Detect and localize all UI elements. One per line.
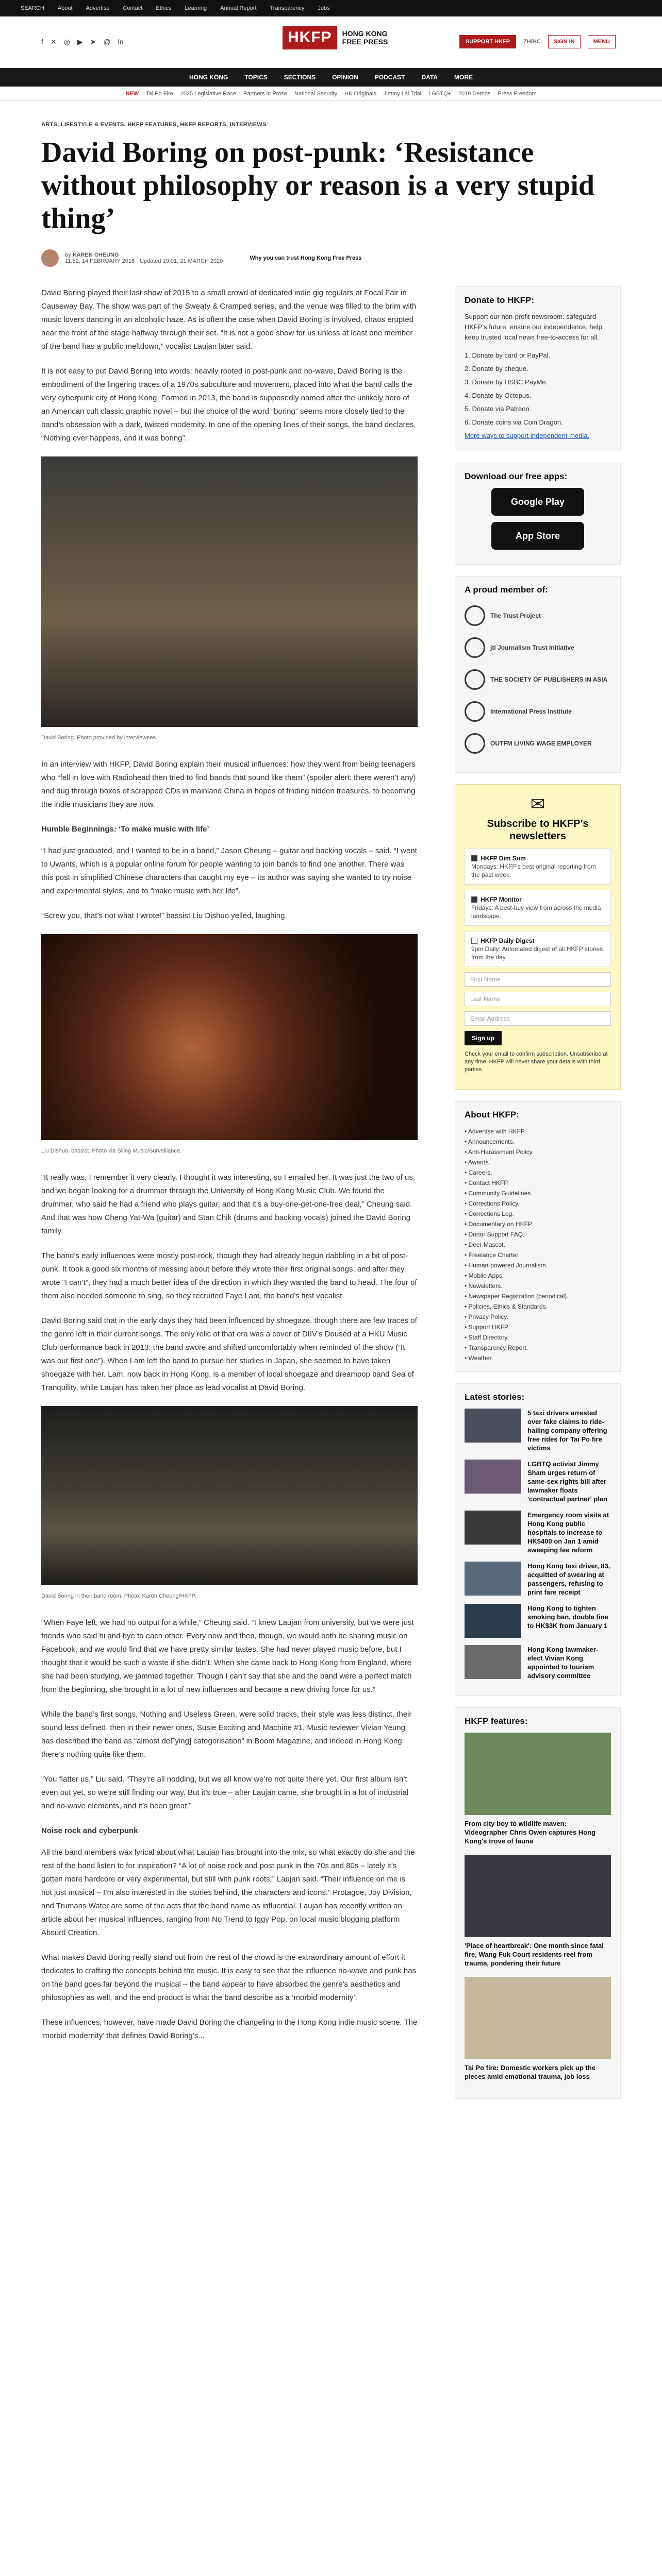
byline: by KAREN CHEUNG 11:52, 14 FEBRUARY 2018 · Updated 19:01, 21 MARCH 2020 Why you can trust Hong Kong Free Press <box>41 249 621 267</box>
topbar-advertise[interactable]: Advertise <box>86 5 110 11</box>
instagram-icon[interactable]: ◎ <box>63 38 70 46</box>
trending-item[interactable]: Jimmy Lai Trial <box>383 90 422 97</box>
author-avatar <box>41 249 59 267</box>
newsletter-option-dimsum[interactable]: HKFP Dim Sum Mondays: HKFP's best original reporting from the past week. <box>465 849 611 885</box>
latest-story[interactable] <box>465 1409 611 1452</box>
trending-item[interactable]: Partners in Prose <box>243 90 287 97</box>
about-link[interactable]: • Freelance Charter. <box>465 1250 611 1260</box>
about-link[interactable]: • Transparency Report. <box>465 1343 611 1353</box>
photo-caption: Liu Dishuo, bassist. Photo via Sliing Music/Surveillance. <box>41 1148 182 1154</box>
feature-image <box>465 1977 611 2059</box>
support-hkfp-button[interactable]: SUPPORT HKFP <box>459 35 516 48</box>
first-name-field[interactable]: First Name <box>465 972 611 987</box>
last-name-field[interactable]: Last Name <box>465 992 611 1006</box>
threads-icon[interactable]: @ <box>103 38 111 46</box>
logo-line1: HONG KONG <box>342 29 388 38</box>
about-link[interactable]: • Deer Mascot. <box>465 1240 611 1250</box>
about-link[interactable]: • Corrections Log. <box>465 1209 611 1219</box>
story-title: Hong Kong lawmaker-elect Vivian Kong appointed to tourism advisory committee <box>527 1646 599 1680</box>
trending-bar <box>0 87 662 101</box>
about-link[interactable]: • Newspaper Registration (periodical). <box>465 1291 611 1301</box>
bassist-photo <box>41 934 418 1140</box>
facebook-icon[interactable]: f <box>41 38 43 46</box>
jti-icon <box>465 637 485 658</box>
nav-topics[interactable]: TOPICS <box>244 74 268 81</box>
about-link[interactable]: • Advertise with HKFP. <box>465 1126 611 1137</box>
nav-data[interactable]: DATA <box>421 74 438 81</box>
topbar-contact[interactable]: Contact <box>123 5 143 11</box>
member-logo[interactable]: jti Journalism Trust Initiative <box>465 636 611 659</box>
feature-title: Tai Po fire: Domestic workers pick up the pieces amid emotional trauma, job loss <box>465 2064 596 2080</box>
newsletter-option-monitor[interactable]: HKFP Monitor Fridays: A best-buy view from across the media landscape. <box>465 890 611 926</box>
story-title: LGBTQ activist Jimmy Sham urges return of same-sex rights bill after lawmaker floats 'contractual partner' plan <box>527 1460 607 1503</box>
story-thumbnail <box>465 1645 521 1679</box>
updated-date: Updated 19:01, 21 MARCH 2020 <box>139 258 223 264</box>
member-logo[interactable]: International Press Institute <box>465 700 611 723</box>
members-title: A proud member of: <box>465 585 548 595</box>
paragraph: “It really was, I remember it very clearly. I thought it was interesting, so I emailed her. It was just the two of us, and we began looking for a drummer through the University of Hong Kong Music Club. We found the drummer, who said he had a friend who plays guitar, and that it’s a buy-one-get-one-free deal,” Cheung said. And that was how Cheng Yat-Wa (guitar) and Stan Chik (drums and backing vocals) joined the David Boring family. <box>41 1173 416 1235</box>
paragraph: “When Faye left, we had no output for a while,” Cheung said. “I knew Laujan from university, but we were just friends who said hi and bye to each other. Every now and then, though, we would both be sharing music on Facebook, and we would find that we have pretty similar tastes. She had never played music before, but I thought that it would be such a waste if she didn’t. When she came back to Hong Kong from England, where she had been studying, we jammed together. Though I can’t say that she and the band were a perfect match from the beginning, she brought in a lot of new influences and became a new driving force for us.” <box>41 1618 414 1694</box>
latest-card <box>455 1383 621 1696</box>
story-thumbnail <box>465 1511 521 1545</box>
topbar-annual-report[interactable]: Annual Report <box>220 5 257 11</box>
x-icon[interactable]: ✕ <box>50 38 57 46</box>
nav-sections[interactable]: SECTIONS <box>284 74 316 81</box>
why-trust-link[interactable]: Why you can trust Hong Kong Free Press <box>250 255 362 261</box>
about-link[interactable]: • Announcements. <box>465 1137 611 1147</box>
about-title: About HKFP: <box>465 1110 519 1120</box>
article-categories[interactable]: ARTS, LIFESTYLE & EVENTS, HKFP FEATURES, HKFP REPORTS, INTERVIEWS <box>41 122 267 128</box>
youtube-icon[interactable]: ▶ <box>77 38 83 46</box>
latest-story[interactable] <box>465 1511 611 1554</box>
masthead <box>0 16 662 68</box>
about-link[interactable]: • Mobile Apps. <box>465 1270 611 1281</box>
trending-item[interactable]: 2025 Legislative Race <box>180 90 236 97</box>
signup-button[interactable]: Sign up <box>465 1031 502 1045</box>
page-body <box>0 101 662 2576</box>
donate-option[interactable]: 3. Donate by HSBC PayMe. <box>465 378 548 386</box>
band-photo <box>41 456 418 727</box>
checkbox-checked-icon[interactable] <box>471 855 477 861</box>
paragraph: “I had just graduated, and I wanted to be in a band,” Jason Cheung – guitar and backing vocals – said. “I went to Uwants, which is a popular online forum for people wanting to join bands to find one another. There was this post in simplified Chinese characters that caught my eye – its author was saying she wanted to try noise and experimental styles, and to “make music with her life”. <box>41 846 417 895</box>
about-link[interactable]: • Policies, Ethics & Standards. <box>465 1301 611 1312</box>
trending-label: NEW <box>125 90 139 97</box>
newsletter-note: Check your email to confirm subscription. Unsubscribe at any time. HKFP will never share your details with third parties. <box>465 1051 608 1073</box>
google-play-label: Google Play <box>510 496 565 507</box>
feature-story[interactable] <box>465 1977 611 2081</box>
about-link[interactable]: • Support HKFP. <box>465 1322 611 1332</box>
donate-title: Donate to HKFP: <box>465 295 535 305</box>
feature-title: From city boy to wildlife maven: Videographer Chris Owen captures Hong Kong's trove of fauna <box>465 1820 596 1845</box>
paragraph: While the band’s first songs, Nothing and Useless Green, were solid tracks, their style was less distinct. their sound less defined. then in their newer ones, Susie Exciting and Machine #1, Music reviewer Vivian Yeung has described the band as “almost deFying] categorisation” in Boom Magazine, and indeed in Hong Kong there’s nothing quite like them. <box>41 1710 412 1759</box>
about-link[interactable]: • Privacy Policy. <box>465 1312 611 1322</box>
feature-story[interactable] <box>465 1733 611 1845</box>
email-field[interactable]: Email Address <box>465 1011 611 1026</box>
article-header <box>41 122 621 267</box>
donate-card <box>455 286 621 451</box>
envelope-icon: ✉ <box>530 794 545 814</box>
app-store-label: App Store <box>515 530 560 541</box>
about-list <box>465 1126 611 1363</box>
paragraph: All the band members wax lyrical about what Laujan has brought into the mix, so what exactly do she and the rest of the band listen to for inspiration? “A lot of noise rock and post punk in the 70s and 80s – lately it’s gotten more hardcore or very experimental, but still with punk roots,” Laujan said. “Their influence on me is not just musical – I’m also interested in the stories behind, the characters and icons.” Protagoe, Joy Division, and Trumans Water are some of the acts that the band name as influential. Laujan has recently written an article about her musical influences, ranging from No Trend to Iggy Pop, on local music blogging platform Absurd Creation. <box>41 1848 415 1937</box>
author-prefix: by <box>65 252 71 258</box>
about-link[interactable]: • Staff Directory. <box>465 1332 611 1343</box>
logo-box: HKFP <box>283 26 337 49</box>
topbar-about[interactable]: About <box>57 5 73 11</box>
trending-item[interactable]: 2019 Demos <box>458 90 491 97</box>
topbar-learning[interactable]: Learning <box>185 5 207 11</box>
nav-more[interactable]: MORE <box>454 74 473 81</box>
menu-button[interactable]: MENU <box>588 35 616 48</box>
article-title: David Boring on post-punk: ‘Resistance without philosophy or reason is a very stupid thing’ <box>41 137 595 234</box>
about-link[interactable]: • Human-powered Journalism. <box>465 1260 611 1270</box>
paragraph: These influences, however, have made David Boring the changeling in the Hong Kong indie music scene. The ‘morbid modernity’ that defines David Boring’s... <box>41 2018 418 2040</box>
paragraph: It is not easy to put David Boring into words: heavily rooted in post-punk and no-wave, David Boring is the embodiment of the lingering traces of a 1970s subculture and movement, placed into what the band calls the very cyberpunk city of Hong Kong. Formed in 2013, the band is supposedly named after the unlikely hero of an American cult classic graphic novel – but the choice of the word “boring” seems more closely tied to the band’s obsession with a dark, twisted modernity. In one of the opening lines of their songs, the band declares, “Nothing ever happens, and it was boring”. <box>41 367 416 443</box>
latest-story[interactable] <box>465 1604 611 1638</box>
story-thumbnail <box>465 1604 521 1638</box>
paragraph: The band’s early influences were mostly post-rock, though they had already begun dabbling in a bit of post-punk. It took a good six months of messing about before they wrote their first original songs, and after they wrote “I can’t”, they had a much better idea of the direction in which they wanted the band to head. The four of them also needed someone to sing, so they recruited Faye Lam, the band’s first vocalist. <box>41 1251 417 1300</box>
story-thumbnail <box>465 1562 521 1596</box>
story-thumbnail <box>465 1409 521 1443</box>
about-link[interactable]: • Corrections Policy. <box>465 1198 611 1209</box>
about-link[interactable]: • Documentary on HKFP. <box>465 1219 611 1229</box>
checkbox-checked-icon[interactable] <box>471 896 477 903</box>
ipi-icon <box>465 701 485 722</box>
features-title: HKFP features: <box>465 1716 528 1726</box>
story-title: Hong Kong to tighten smoking ban, double fine to HK$3K from January 1 <box>527 1604 608 1630</box>
paragraph: David Boring played their last show of 2015 to a small crowd of dedicated indie gig regulars at Focal Fair in Causeway Bay. The show was part of the Sweaty & Cramped series, and the venue was filled to the brim with music lovers dancing in an alcoholic haze. As is often the case when David Boring is involved, chaos erupted near the front of the stage halfway through their set. “It is not a good show for us unless at least one member of the band has a public meltdown,” vocalist Laujan later said. <box>41 289 417 351</box>
feature-story[interactable] <box>465 1855 611 1968</box>
donate-option[interactable]: 5. Donate via Patreon. <box>465 405 532 413</box>
about-link[interactable]: • Donor Support FAQ. <box>465 1229 611 1240</box>
paragraph: “Screw you, that’s not what I wrote!” bassist Liu Dishuo yelled, laughing. <box>41 911 287 920</box>
hkfp-logo[interactable] <box>283 26 388 49</box>
donate-option[interactable]: 6. Donate coins via Coin Dragon. <box>465 418 563 426</box>
newsletter-option-digest[interactable]: HKFP Daily Digest 9pm Daily: Automated digest of all HKFP stories from the day. <box>465 931 611 967</box>
section-heading: Noise rock and cyberpunk <box>41 1826 138 1835</box>
more-ways-link[interactable]: More ways to support independent media. <box>465 432 590 439</box>
paragraph: In an interview with HKFP, David Boring explain their musical influences: how they went from being teenagers who “fell in love with Radiohead then tried to find bands that sound like them” (spoiler alert: there weren’t any) and dug through boxes of scrapped CDs in mainland China in hopes of finding hidden treasures, to becoming the indie musicians they are now. <box>41 760 416 809</box>
nav-opinion[interactable]: OPINION <box>332 74 358 81</box>
living-wage-icon <box>465 733 485 754</box>
topbar-ethics[interactable]: Ethics <box>156 5 172 11</box>
trust-project-icon <box>465 605 485 626</box>
trending-item[interactable]: HK Originals <box>344 90 376 97</box>
newsletter-title: Subscribe to HKFP's newsletters <box>487 818 589 842</box>
story-thumbnail <box>465 1460 521 1494</box>
trending-item[interactable]: National Security <box>294 90 338 97</box>
about-link[interactable]: • Awards. <box>465 1157 611 1167</box>
trending-item[interactable]: Press Freedom <box>498 90 537 97</box>
trending-item[interactable]: Tai Po Fire <box>146 90 173 97</box>
members-card <box>455 576 621 773</box>
top-utility-bar <box>0 0 662 16</box>
about-link[interactable]: • Anti-Harassment Policy. <box>465 1147 611 1157</box>
story-title: Hong Kong taxi driver, 83, acquitted of swearing at passengers, refusing to print fare receipt <box>527 1562 610 1596</box>
latest-title: Latest stories: <box>465 1392 525 1402</box>
latest-story[interactable] <box>465 1460 611 1503</box>
publish-date: 11:52, 14 FEBRUARY 2018 <box>65 258 135 264</box>
trending-item[interactable]: LGBTQ+ <box>428 90 451 97</box>
section-heading: Humble Beginnings: ‘To make music with life’ <box>41 825 209 834</box>
donate-text: Support our non-profit newsroom: safeguard HKFP's future, ensure our independence, help keep trusted local news free-to-access for all. <box>465 313 602 341</box>
apps-title: Download our free apps: <box>465 471 568 481</box>
google-play-button[interactable] <box>491 488 584 516</box>
about-link[interactable]: • Weather. <box>465 1353 611 1363</box>
newsletter-card <box>455 784 621 1090</box>
feature-image <box>465 1733 611 1815</box>
latest-story[interactable] <box>465 1562 611 1597</box>
story-title: Emergency room visits at Hong Kong public hospitals to increase to HK$400 on Jan 1 amid sweeping fee reform <box>527 1511 609 1554</box>
donate-option[interactable]: 2. Donate by cheque. <box>465 365 528 372</box>
member-logo[interactable]: OUTFM LIVING WAGE EMPLOYER <box>465 732 611 755</box>
logo-line2: FREE PRESS <box>342 38 388 46</box>
latest-story[interactable] <box>465 1645 611 1680</box>
nav-hong-kong[interactable]: HONG KONG <box>189 74 228 81</box>
paragraph: David Boring said that in the early days they had been influenced by shoegaze, though there are few traces of the genre left in their current songs. The only relic of that era was a cover of DIIV’s Doused at a HKU Music Club performance back in 2013: the band swore and shifted uncomfortably when reminded of the show (“It was our first one”). When Lam left the band to pursue her studies in Japan, she seemed to have taken shoegaze with her. Lam, now back in Hong Kong, is a member of local shoegaze and dreampop band Sea of Tranquility, while Laujan has taken her place as lead vocalist at David Boring. <box>41 1316 417 1392</box>
member-logo[interactable]: THE SOCIETY OF PUBLISHERS IN ASIA <box>465 668 611 691</box>
article-body <box>41 286 418 2054</box>
topbar-transparency[interactable]: Transparency <box>270 5 305 11</box>
feature-title: 'Place of heartbreak': One month since fatal fire, Wang Fuk Court residents reel from trauma, pondering their future <box>465 1942 604 1967</box>
sidebar <box>455 286 621 2110</box>
main-nav <box>0 68 662 87</box>
band-room-photo <box>41 1406 418 1585</box>
about-link[interactable]: • Careers. <box>465 1167 611 1178</box>
donate-option[interactable]: 4. Donate by Octopus. <box>465 392 532 399</box>
app-store-button[interactable] <box>491 522 584 550</box>
sopa-icon <box>465 669 485 690</box>
checkbox-unchecked-icon[interactable] <box>471 938 477 944</box>
telegram-icon[interactable]: ➤ <box>90 38 96 46</box>
language-switch[interactable]: ZH/HC <box>523 39 541 45</box>
photo-caption: David Boring in their band room. Photo: Karen Cheung/HKFP. <box>41 1593 196 1599</box>
author-name[interactable]: KAREN CHEUNG <box>72 252 119 258</box>
signin-button[interactable]: SIGN IN <box>548 35 581 48</box>
paragraph: What makes David Boring really stand out from the rest of the crowd is the extraordinary amount of effort it dedicates to crafting the concepts behind the music. It is easy to see that the influence no-wave and punk has on the band goes far beyond the musical – the band appear to have absorbed the genre’s aesthetics and philosophies as well, and the end product is what the band describe as a ‘morbid modernity’. <box>41 1953 417 2002</box>
topbar-search[interactable]: SEARCH <box>21 5 44 11</box>
nav-podcast[interactable]: PODCAST <box>374 74 405 81</box>
social-icons <box>41 38 123 46</box>
feature-image <box>465 1855 611 1937</box>
donate-option[interactable]: 1. Donate by card or PayPal. <box>465 351 551 359</box>
linkedin-icon[interactable]: in <box>118 38 124 46</box>
topbar-jobs[interactable]: Jobs <box>318 5 330 11</box>
features-card <box>455 1707 621 2099</box>
about-link[interactable]: • Contact HKFP. <box>465 1178 611 1188</box>
about-card <box>455 1101 621 1372</box>
apps-card <box>455 463 621 565</box>
member-logo[interactable]: The Trust Project <box>465 604 611 627</box>
about-link[interactable]: • Community Guidelines. <box>465 1188 611 1198</box>
photo-caption: David Boring. Photo provided by interviewees. <box>41 735 158 741</box>
paragraph: “You flatter us,” Liu said. “They’re all nodding, but we all know we’re not quite there yet. Our first album isn’t even out yet, so we’re still finding our way. But it’s true – after Laujan came, she brought in a lot of industrial and no-wave elements, and it’s been great.” <box>41 1775 409 1810</box>
story-title: 5 taxi drivers arrested over fake claims to ride-hailing company offering free rides for Tai Po fire victims <box>527 1409 607 1452</box>
about-link[interactable]: • Newsletters. <box>465 1281 611 1291</box>
